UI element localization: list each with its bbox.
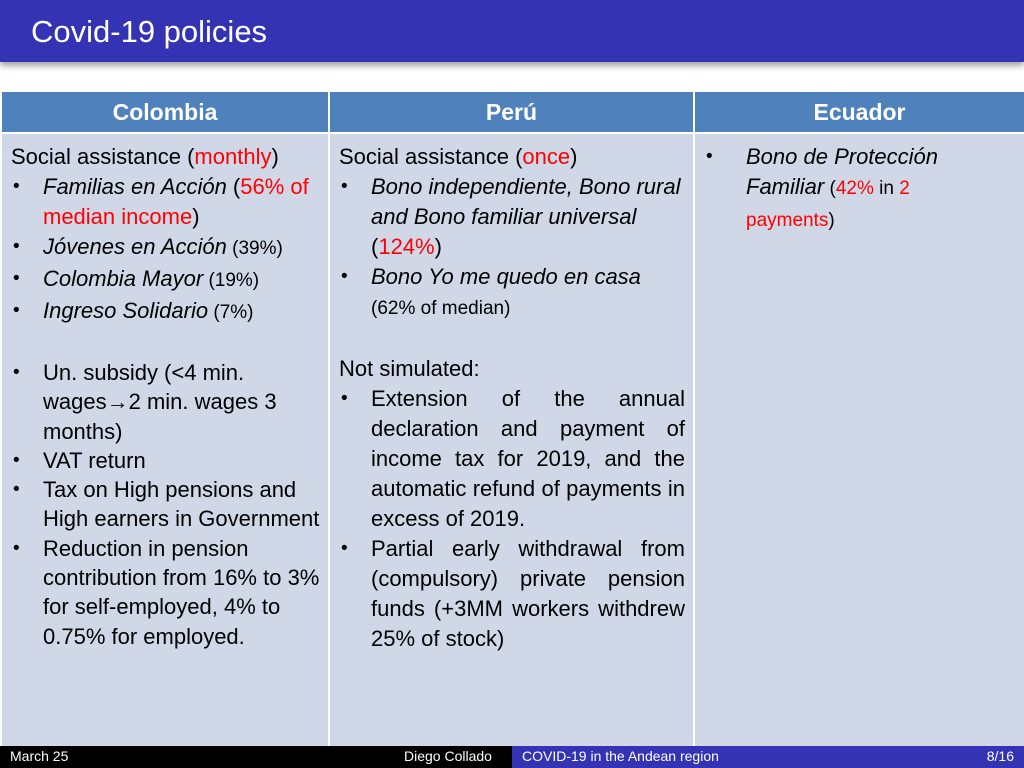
not-simulated-list (339, 384, 685, 654)
arrow-right-icon: → (106, 389, 129, 415)
list-item: • Bono Yo me quedo en casa (62% of median) (339, 262, 685, 324)
footer-author: Diego Collado (404, 748, 492, 764)
footer-date: March 25 (10, 748, 69, 764)
footer (0, 746, 1024, 768)
ecuador-programs-list (704, 142, 1016, 236)
colombia-programs-list (11, 172, 320, 328)
spacer (339, 324, 685, 354)
share-value: 42% (835, 178, 874, 199)
list-item: • Bono de Protección Familiar (42% in 2 payments) (704, 142, 1016, 236)
header-peru: Perú (329, 91, 694, 133)
spacer (11, 328, 320, 358)
colombia-measures-list (11, 358, 320, 651)
list-item: • VAT return (11, 446, 320, 475)
table-header-row (1, 91, 1024, 133)
share-value: 56% of median income (43, 174, 309, 229)
not-simulated-label: Not simulated: (339, 356, 480, 381)
footer-left (0, 746, 512, 768)
policy-table (0, 90, 1024, 756)
title-bar (0, 0, 1024, 62)
list-item: • Colombia Mayor (19%) (11, 264, 320, 296)
list-item: • Familias en Acción (56% of median income) (11, 172, 320, 232)
table-body-row (1, 133, 1024, 755)
ecuador-cell (694, 133, 1024, 755)
frequency-monthly: monthly (194, 144, 272, 169)
list-item: • Extension of the annual declaration and payment of income tax for 2019, and the automatic refund of payments in excess of 2019. (339, 384, 685, 534)
slide-title: Covid-19 policies (31, 14, 268, 49)
list-item: • Un. subsidy (<4 min. wages→2 min. wages 3 months) (11, 358, 320, 446)
peru-social-assistance: Social assistance (once) (339, 144, 578, 169)
list-item: • Ingreso Solidario (7%) (11, 296, 320, 328)
colombia-social-assistance: Social assistance (monthly) (11, 144, 279, 169)
list-item: • Reduction in pension contribution from 16% to 3% for self-employed, 4% to 0.75% for employed. (11, 534, 320, 651)
header-colombia: Colombia (1, 91, 329, 133)
list-item: • Bono independiente, Bono rural and Bono familiar universal (124%) (339, 172, 685, 262)
peru-programs-list (339, 172, 685, 324)
footer-page-number: 8/16 (986, 748, 1014, 764)
colombia-cell (1, 133, 329, 755)
payment-count: 2 (899, 178, 910, 199)
footer-right (512, 746, 1024, 768)
share-value: 124% (378, 234, 435, 259)
list-item: • Tax on High pensions and High earners in Government (11, 475, 320, 534)
footer-talk-title: COVID-19 in the Andean region (522, 748, 719, 764)
list-item: • Jóvenes en Acción (39%) (11, 232, 320, 264)
header-ecuador: Ecuador (694, 91, 1024, 133)
list-item: • Partial early withdrawal from (compulsory) private pension funds (+3MM workers withdrew 25% of stock) (339, 534, 685, 654)
frequency-once: once (522, 144, 571, 169)
peru-cell (329, 133, 694, 755)
